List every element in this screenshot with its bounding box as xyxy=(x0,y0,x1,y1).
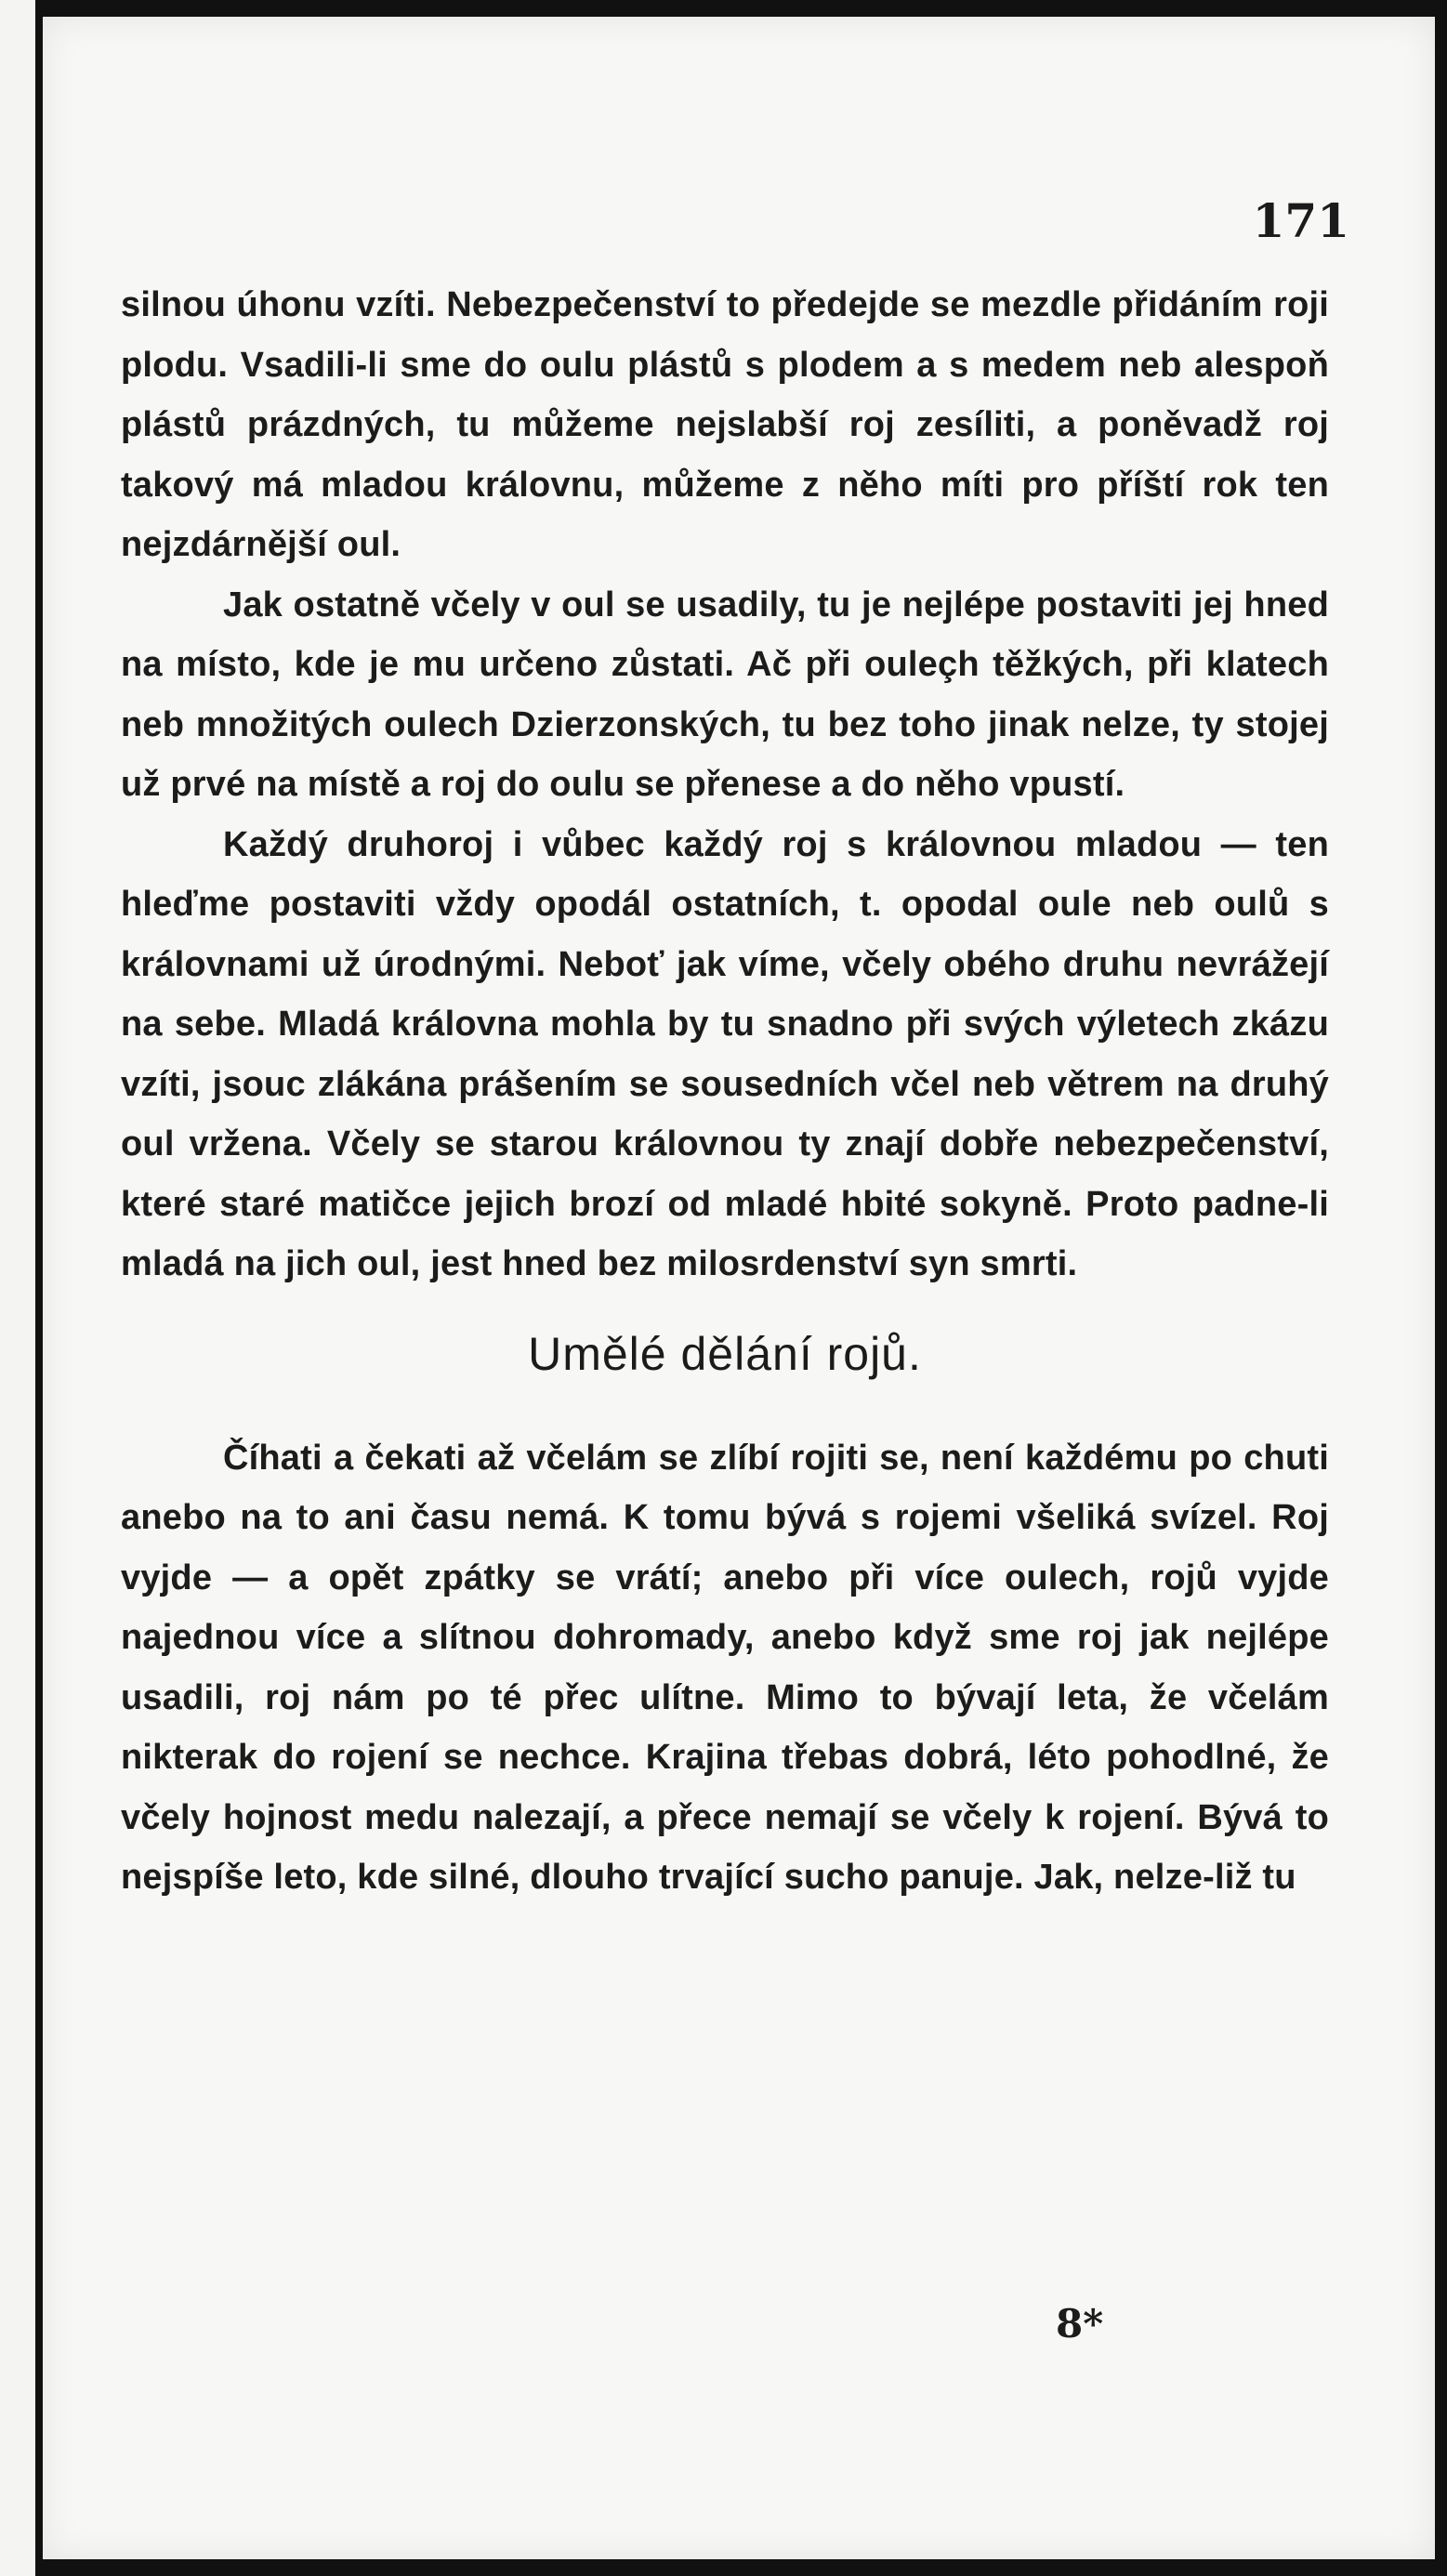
page-number: 171 xyxy=(1252,193,1349,248)
book-page xyxy=(43,17,1435,2559)
signature-mark: 8* xyxy=(1056,2301,1104,2346)
section-heading: Umělé dělání rojů. xyxy=(528,1327,922,1380)
section-paragraph-1: Číhati a čekati až včelám se zlíbí rojiti se, není každému po chuti anebo na to ani času nemá. K tomu bývá s rojemi všeliká svízel. Roj vyjde — a opět zpátky se vrátí; anebo při více oulech, rojů vyjde najednou více a slítnou dohromady, anebo když sme roj jak nejlépe usadili, roj nám po té přec ulítne. Mimo to bývají leta, že včelám nikterak do rojení se nechce. Krajina třebas dobrá, léto pohodlné, že včely hojnost medu nalezají, a přece nemají se včely k rojení. Bývá to nejspíše leto, kde silné, dlouho trvající sucho panuje. Jak, nelze-liž tu xyxy=(121,1438,1329,1897)
paragraph-3: Každý druhoroj i vůbec každý roj s královnou mladou — ten hleďme postaviti vždy opodál ostatních, t. opodal oule neb oulů s královnami už úrodnými. Neboť jak víme, včely obého druhu nevrážejí na sebe. Mladá královna mohla by tu snadno při svých výletech zkázu vzíti, jsouc zlákána prášením se sousedních včel neb větrem na druhý oul vržena. Včely se starou královnou ty znají dobře nebezpečenství, které staré matičce jejich brozí od mladé hbité sokyně. Proto padne-li mladá na jich oul, jest hned bez milosrdenství syn smrti. xyxy=(121,824,1329,1283)
paragraph-2: Jak ostatně včely v oul se usadily, tu je nejlépe postaviti jej hned na místo, kde je mu určeno zůstati. Ač při ouleçh těžkých, při klatech neb množitých oulech Dzierzonských, tu bez toho jinak nelze, ty stojej už prvé na místě a roj do oulu se přenese a do něho vpustí. xyxy=(121,585,1329,804)
adjacent-page-edge xyxy=(0,0,35,2576)
body-text xyxy=(121,275,1329,1908)
paragraph-1: silnou úhonu vzíti. Nebezpečenství to předejde se mezdle přidáním roji plodu. Vsadili-li sme do oulu plástů s plodem a s medem neb alespoň plástů prázdných, tu můžeme nejslabší roj zesíliti, a poněvadž roj takový má mladou královnu, můžeme z něho míti pro příští rok ten nejzdárnější oul. xyxy=(121,285,1329,564)
